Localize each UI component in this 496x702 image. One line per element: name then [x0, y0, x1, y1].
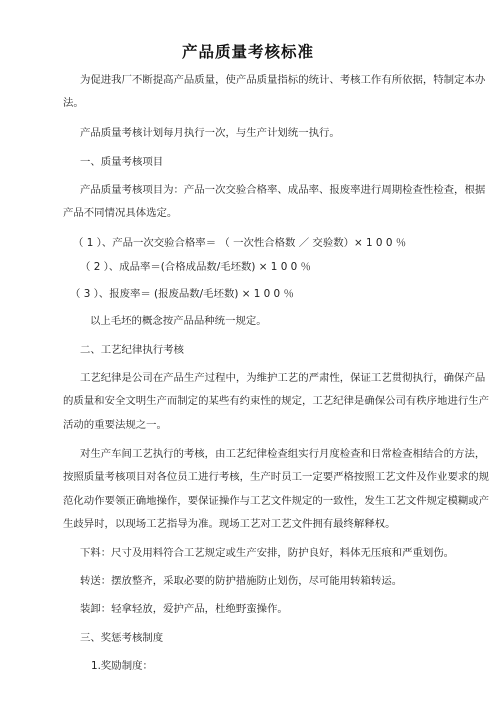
document-title: 产品质量考核标准: [181, 43, 314, 61]
paragraph-line: 按照质量考核项目对各位员工进行考核，生产时员工一定要严格按照工艺文件及作业要求的规: [63, 471, 490, 483]
paragraph-line: 生歧异时，以现场工艺指导为准。现场工艺对工艺文件拥有最终解释权。: [63, 518, 396, 530]
paragraph-line: 对生产车间工艺执行的考核，由工艺纪律检查组实行月度检查和日常检查相结合的方法，: [80, 448, 486, 460]
formula-line: （ 2 ）、成品率＝(合格成品数/毛坯数) × 1 0 0 ％: [80, 261, 311, 273]
paragraph-line: 工艺纪律是公司在产品生产过程中，为维护工艺的严肃性，保证工艺贯彻执行，确保产品: [80, 372, 486, 384]
paragraph-line: 装卸：轻拿轻放，爱护产品，杜绝野蛮操作。: [80, 603, 288, 615]
formula-line: （ 3 ）、报废率＝ (报废品数/毛坯数) × 1 0 0 ％: [70, 288, 294, 300]
subsection-heading: 1.奖励制度：: [91, 660, 153, 672]
paragraph-line: 范化动作要领正确地操作，要保证操作与工艺文件规定的一致性，发生工艺文件规定模糊或产: [63, 495, 490, 507]
section-heading: 一、质量考核项目: [80, 156, 164, 168]
paragraph-line: 为促进我厂不断提高产品质量，使产品质量指标的统计、考核工作有所依据，特制定本办: [80, 74, 486, 86]
paragraph-line: 下料：尺寸及用料符合工艺规定或生产安排，防护良好，料体无压痕和严重划伤。: [80, 547, 455, 559]
section-heading: 三、奖惩考核制度: [80, 632, 164, 644]
formula-line: （ 1 ）、产品一次交验合格率＝ （ 一次性合格数 ／ 交验数）× 1 0 0 ％: [73, 237, 407, 249]
paragraph-line: 转送：摆放整齐，采取必要的防护措施防止划伤，尽可能用转箱转运。: [80, 575, 403, 587]
paragraph-line: 产品不同情况具体选定。: [63, 207, 178, 219]
paragraph-line: 活动的重要法规之一。: [63, 419, 167, 431]
paragraph-line: 以上毛坯的概念按产品品种统一规定。: [90, 315, 267, 327]
paragraph-line: 产品质量考核项目为：产品一次交验合格率、成品率、报废率进行周期检查性检查，根据: [80, 184, 486, 196]
paragraph-line: 的质量和安全文明生产而制定的某些有约束性的规定，工艺纪律是确保公司有秩序地进行生产: [63, 395, 490, 407]
section-heading: 二、工艺纪律执行考核: [80, 344, 184, 356]
paragraph-line: 法。: [63, 97, 84, 109]
paragraph-line: 产品质量考核计划每月执行一次，与生产计划统一执行。: [80, 127, 340, 139]
